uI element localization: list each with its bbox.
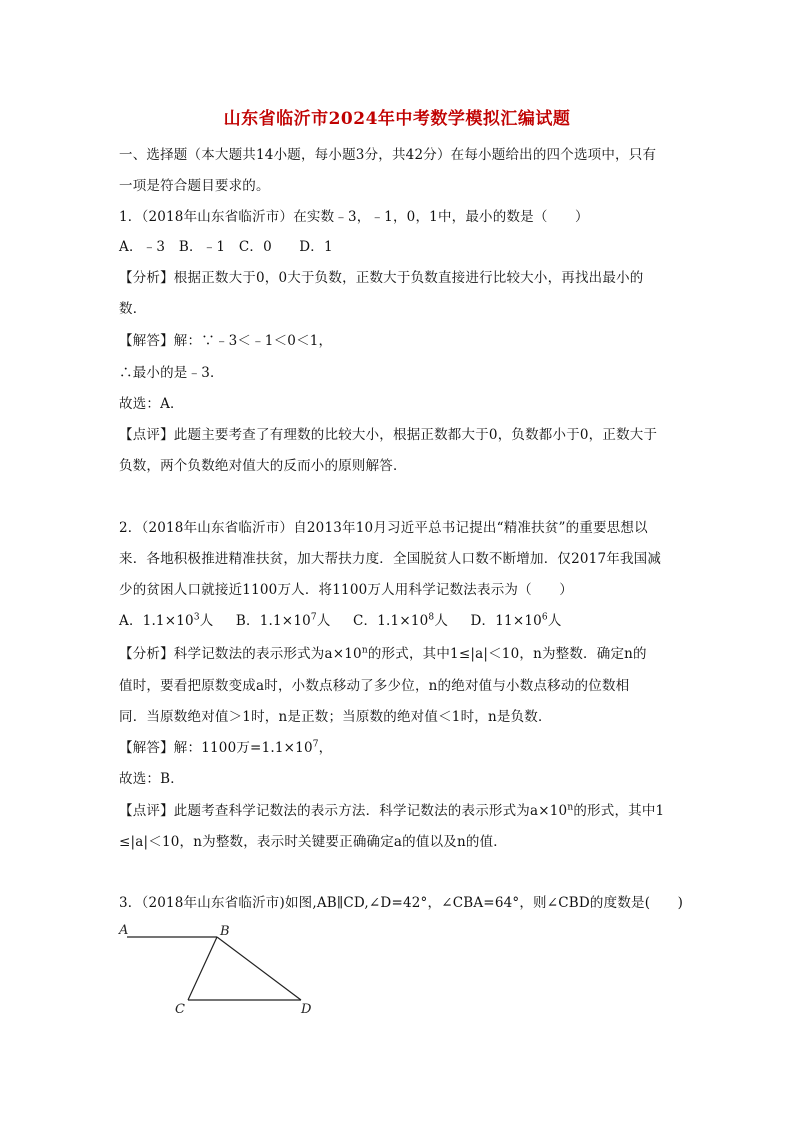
q1-comment-line-1: 【点评】此题主要考查了有理数的比较大小，根据正数都大于0，负数都小于0，正数大于 (119, 427, 658, 443)
q2-choice: 故选：B． (119, 771, 184, 787)
segment-bc (188, 937, 217, 1000)
q1-answer-line-1: 【解答】解：∵﹣3＜﹣1＜0＜1， (119, 333, 333, 349)
q2-analysis-line-1: 【分析】科学记数法的表示形式为$a\times 10^n$的形式，其中1≤|a|＜10，n为整数．确定n的 (119, 645, 647, 662)
point-label-b: B (220, 924, 230, 939)
page-title: 山东省临沂市2024年中考数学模拟汇编试题 (223, 109, 571, 129)
q2-option-c: C．$1.1\times 10^8$人 (353, 612, 449, 629)
q2-option-b: B．$1.1\times 10^7$人 (235, 612, 331, 629)
q3-stem: 3．（2018年山东省临沂市)如图,AB∥CD,∠D=42°，∠CBA=64°，则∠CBD的度数是( ) (119, 895, 684, 911)
section-header-line-2: 一项是符合题目要求的。 (119, 178, 270, 194)
q1-analysis-line-2: 数． (119, 301, 147, 317)
q2-analysis-line-2: 值时，要看把原数变成a时，小数点移动了多少位，n的绝对值与小数点移动的位数相 (119, 678, 630, 694)
q2-comment-line-1: 【点评】此题考查科学记数法的表示方法．科学记数法的表示形式为$a\times 10^n$的形式，其中1 (119, 802, 665, 819)
q1-stem: 1．（2018年山东省临沂市）在实数﹣3，﹣1，0，1中，最小的数是（ ） (119, 209, 589, 225)
q2-stem-line-2: 来．各地积极推进精准扶贫，加大帮扶力度．全国脱贫人口数不断增加．仅2017年我国减 (119, 551, 662, 567)
q2-analysis-line-3: 同．当原数绝对值＞1时，n是正数；当原数的绝对值＜1时，n是负数． (119, 709, 552, 725)
q2-comment-line-2: ≤|a|＜10，n为整数，表示时关键要正确确定a的值以及n的值． (119, 834, 507, 850)
q2-option-d: D．$11\times 10^6$人 (470, 612, 562, 629)
q3-geometry-figure (115, 918, 325, 1024)
q2-option-a: A．$1.1\times 10^3$人 (119, 612, 214, 629)
q2-stem-line-1: 2．（2018年山东省临沂市）自2013年10月习近平总书记提出“精准扶贫”的重要思想以 (119, 520, 648, 536)
q1-comment-line-2: 负数，两个负数绝对值大的反而小的原则解答． (119, 458, 407, 474)
q2-stem-line-3: 少的贫困人口就接近1100万人．将1100万人用科学记数法表示为（ ） (119, 582, 573, 598)
segment-bd (217, 937, 301, 1000)
q1-options: A．﹣3 B．﹣1 C．0 D．1 (119, 239, 333, 255)
point-label-d: D (301, 1002, 312, 1017)
q2-options (119, 612, 562, 630)
q2-answer: 【解答】解：1100万$=1.1\times 10^7$， (119, 739, 333, 756)
q1-analysis-line-1: 【分析】根据正数大于0，0大于负数，正数大于负数直接进行比较大小，再找出最小的 (119, 270, 644, 286)
point-label-a: A (119, 923, 129, 938)
section-header-line-1: 一、选择题（本大题共14小题，每小题3分，共42分）在每小题给出的四个选项中，只有 (119, 147, 657, 163)
point-label-c: C (175, 1002, 185, 1017)
q1-choice: 故选：A． (119, 396, 184, 412)
q1-answer-line-2: ∴最小的是﹣3． (119, 365, 224, 381)
